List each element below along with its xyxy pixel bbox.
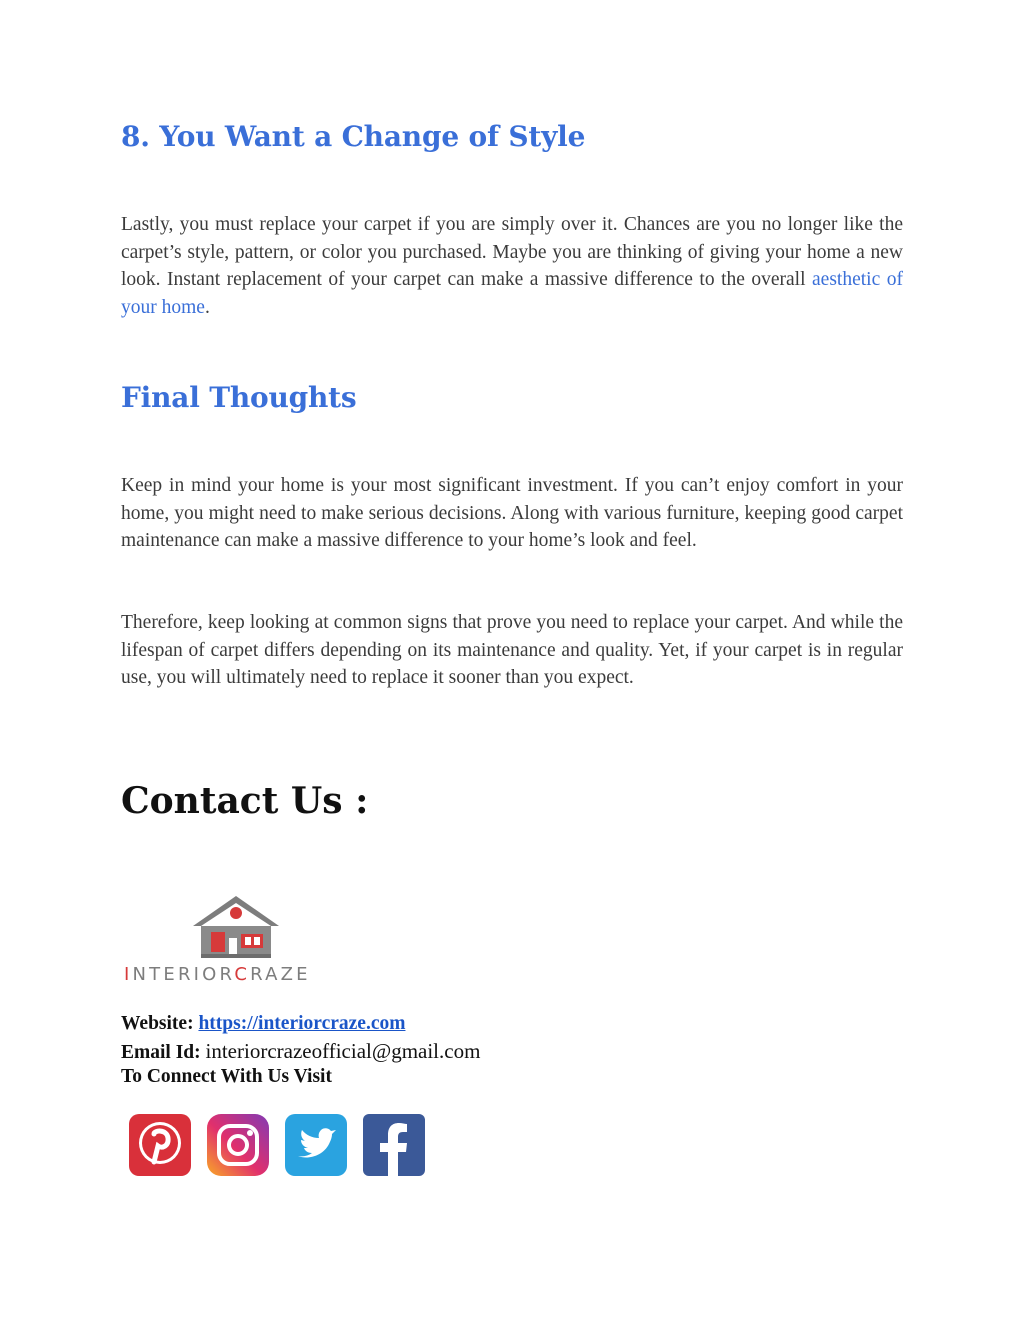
- contact-heading: Contact Us :: [121, 780, 369, 822]
- facebook-icon[interactable]: [361, 1110, 427, 1180]
- aesthetic-link[interactable]: aesthetic of your home: [121, 269, 903, 318]
- paragraph-final-1: Keep in mind your home is your most significant investment. If you can’t enjoy comfort in your home, you might need to make serious decisions. Along with various furniture, keeping good carpet maintenance can make a massive difference to your home’s look and feel.: [121, 475, 903, 551]
- social-icons: [127, 1110, 427, 1180]
- website-label: Website:: [121, 1013, 194, 1034]
- paragraph-text: Lastly, you must replace your carpet if you are simply over it. Chances are you no longer like the carpet’s style, pattern, or color you purchased. Maybe you are thinking of giving your home a new look. Instant replacement of your carpet can make a massive difference to the overall: [121, 214, 903, 290]
- svg-text:INTERIORCRAZE: INTERIORCRAZE: [124, 964, 311, 985]
- connect-text: To Connect With Us Visit: [121, 1066, 332, 1087]
- email-line: [121, 1039, 480, 1064]
- paragraph-change-of-style: [121, 211, 903, 321]
- website-line: [121, 1013, 405, 1035]
- website-link[interactable]: https://interiorcraze.com: [198, 1013, 406, 1034]
- section-heading-final-thoughts: Final Thoughts: [121, 381, 357, 414]
- email-value: interiorcrazeofficial@gmail.com: [205, 1039, 481, 1063]
- email-label: Email Id:: [121, 1042, 201, 1063]
- connect-line: [121, 1066, 332, 1088]
- twitter-icon[interactable]: [283, 1110, 349, 1180]
- section-heading-change-of-style: 8. You Want a Change of Style: [121, 120, 586, 153]
- pinterest-icon[interactable]: [127, 1110, 193, 1180]
- instagram-icon[interactable]: [205, 1110, 271, 1180]
- paragraph-final-2: Therefore, keep looking at common signs that prove you need to replace your carpet. And while the lifespan of carpet differs depending on its maintenance and quality. Yet, if your carpet is in regular use, you will ultimately need to replace it sooner than you expect.: [121, 612, 903, 688]
- interiorcraze-logo[interactable]: [121, 890, 351, 990]
- paragraph-end: .: [204, 296, 210, 318]
- house-logo-icon: [121, 890, 351, 990]
